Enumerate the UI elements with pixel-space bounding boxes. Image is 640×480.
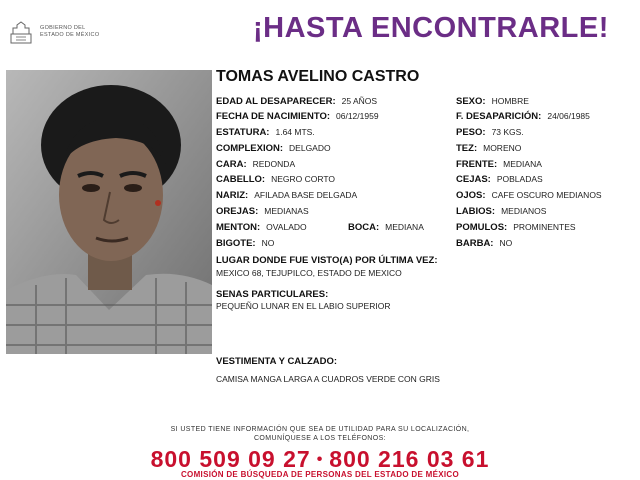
detail-value: 1.64 MTS. bbox=[275, 127, 315, 137]
footer-note-line-1: SI USTED TIENE INFORMACIÓN QUE SEA DE UTILIDAD PARA SU LOCALIZACIÓN, bbox=[170, 426, 470, 433]
detail-label: OJOS: bbox=[456, 190, 486, 201]
detail-menton bbox=[216, 222, 307, 233]
detail-cara bbox=[216, 159, 295, 170]
detail-edad bbox=[216, 96, 377, 107]
detail-label: CABELLO: bbox=[216, 174, 266, 185]
detail-value: CAFE OSCURO MEDIANOS bbox=[491, 190, 602, 200]
detail-value: NO bbox=[499, 238, 513, 248]
detail-label: FECHA DE NACIMIENTO: bbox=[216, 111, 330, 122]
detail-value: MEDIANAS bbox=[264, 206, 309, 216]
detail-value: HOMBRE bbox=[491, 96, 529, 106]
detail-label: EDAD AL DESAPARECER: bbox=[216, 96, 336, 107]
detail-value: OVALADO bbox=[266, 222, 307, 232]
marks-label: SENAS PARTICULARES: bbox=[216, 289, 329, 300]
detail-value: MORENO bbox=[483, 143, 522, 153]
detail-pomulos bbox=[456, 222, 576, 233]
clothing-label: VESTIMENTA Y CALZADO: bbox=[216, 356, 338, 367]
detail-frente bbox=[456, 159, 542, 170]
portrait-image bbox=[6, 70, 212, 354]
commission-name: COMISIÓN DE BÚSQUEDA DE PERSONAS DEL ESTADO DE MÉXICO bbox=[180, 470, 459, 479]
detail-value: REDONDA bbox=[252, 159, 296, 169]
detail-estatura bbox=[216, 127, 315, 138]
detail-label: SEXO: bbox=[456, 96, 486, 107]
detail-orejas bbox=[216, 206, 309, 217]
detail-label: ESTATURA: bbox=[216, 127, 270, 138]
detail-tez bbox=[456, 143, 521, 154]
clothing-value: CAMISA MANGA LARGA A CUADROS VERDE CON GRIS bbox=[216, 374, 440, 384]
detail-value: AFILADA BASE DELGADA bbox=[254, 190, 358, 200]
phone-separator: • bbox=[316, 451, 324, 468]
detail-label: F. DESAPARICIÓN: bbox=[456, 111, 542, 122]
detail-value: POBLADAS bbox=[496, 174, 543, 184]
detail-label: COMPLEXION: bbox=[216, 143, 284, 154]
detail-value: 06/12/1959 bbox=[336, 111, 379, 121]
headline: ¡HASTA ENCONTRARLE! bbox=[253, 12, 609, 44]
missing-person-photo bbox=[6, 70, 212, 354]
footer-note-line-2: COMUNÍQUESE A LOS TELÉFONOS: bbox=[253, 435, 387, 442]
detail-value: NO bbox=[261, 238, 275, 248]
detail-sexo bbox=[456, 96, 529, 107]
detail-label: NARIZ: bbox=[216, 190, 249, 201]
detail-label: CARA: bbox=[216, 159, 247, 170]
detail-complexion bbox=[216, 143, 331, 154]
detail-label: CEJAS: bbox=[456, 174, 491, 185]
detail-f-desaparicion bbox=[456, 111, 590, 122]
detail-label: LABIOS: bbox=[456, 206, 496, 217]
government-logo bbox=[8, 20, 120, 46]
detail-label: OREJAS: bbox=[216, 206, 259, 217]
person-name: TOMAS AVELINO CASTRO bbox=[216, 68, 420, 85]
detail-cabello bbox=[216, 174, 335, 185]
logo-line-1: GOBIERNO DEL bbox=[40, 25, 86, 31]
detail-label: PESO: bbox=[456, 127, 486, 138]
phone-number-2[interactable]: 800 216 03 61 bbox=[329, 446, 490, 472]
detail-label: TEZ: bbox=[456, 143, 478, 154]
detail-value: MEDIANOS bbox=[501, 206, 547, 216]
detail-label: BARBA: bbox=[456, 238, 494, 249]
detail-fecha-nacimiento bbox=[216, 111, 379, 122]
detail-boca bbox=[348, 222, 424, 233]
phone-number-1[interactable]: 800 509 09 27 bbox=[150, 446, 311, 472]
last-seen-label: LUGAR DONDE FUE VISTO(A) POR ÚLTIMA VEZ: bbox=[216, 255, 438, 266]
detail-barba bbox=[456, 238, 512, 249]
detail-nariz bbox=[216, 190, 357, 201]
detail-label: BIGOTE: bbox=[216, 238, 256, 249]
detail-value: PROMINENTES bbox=[513, 222, 576, 232]
detail-label: POMULOS: bbox=[456, 222, 508, 233]
detail-value: 25 AÑOS bbox=[341, 96, 378, 106]
detail-value: MEDIANA bbox=[385, 222, 424, 232]
detail-label: FRENTE: bbox=[456, 159, 498, 170]
detail-value: DELGADO bbox=[289, 143, 331, 153]
state-emblem-icon bbox=[8, 20, 34, 46]
detail-value: MEDIANA bbox=[503, 159, 542, 169]
phone-numbers bbox=[0, 446, 640, 473]
detail-bigote bbox=[216, 238, 274, 249]
marks-value: PEQUEÑO LUNAR EN EL LABIO SUPERIOR bbox=[216, 301, 391, 311]
last-seen-value: MEXICO 68, TEJUPILCO, ESTADO DE MEXICO bbox=[216, 268, 402, 278]
detail-label: BOCA: bbox=[348, 222, 380, 233]
detail-ojos bbox=[456, 190, 602, 201]
logo-text bbox=[40, 25, 99, 39]
logo-line-2: ESTADO DE MÉXICO bbox=[40, 32, 100, 38]
detail-peso bbox=[456, 127, 524, 138]
detail-value: NEGRO CORTO bbox=[271, 174, 335, 184]
detail-labios bbox=[456, 206, 546, 217]
detail-label: MENTON: bbox=[216, 222, 261, 233]
detail-value: 24/06/1985 bbox=[547, 111, 590, 121]
detail-value: 73 KGS. bbox=[491, 127, 524, 137]
detail-cejas bbox=[456, 174, 543, 185]
